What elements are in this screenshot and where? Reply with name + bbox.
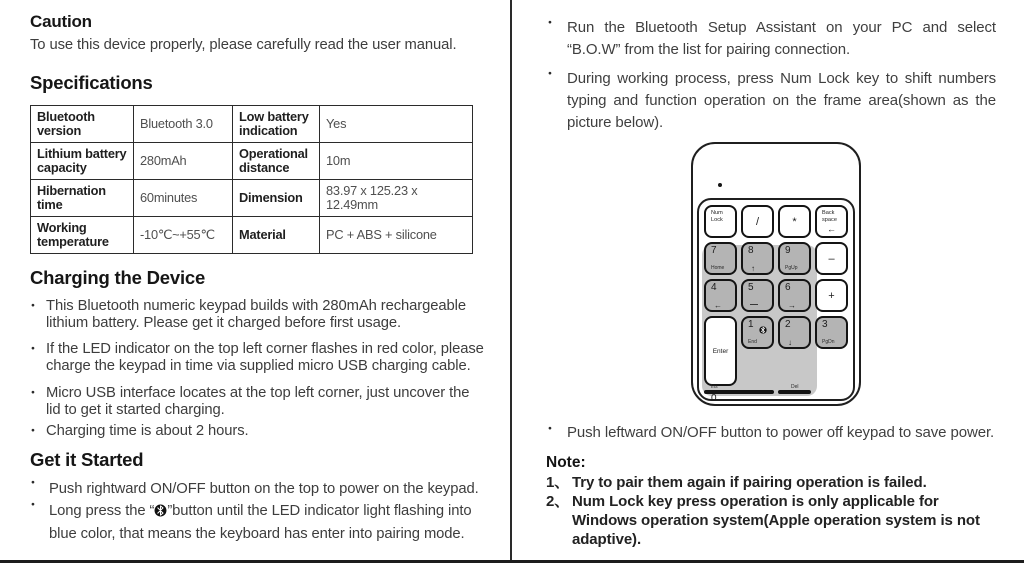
key-dot: . Del bbox=[778, 390, 811, 394]
spec-label: Low battery indication bbox=[233, 106, 320, 143]
spec-value: 280mAh bbox=[134, 143, 233, 180]
key-minus: – bbox=[815, 242, 848, 275]
spec-label: Material bbox=[233, 217, 320, 254]
caution-heading: Caution bbox=[30, 12, 92, 31]
list-item: ● This Bluetooth numeric keypad builds with 280mAh rechargeable lithium battery. Please get it charged before first usage. bbox=[30, 298, 484, 332]
key-7: 7 Home bbox=[704, 242, 737, 275]
key-multiply: * bbox=[778, 205, 811, 238]
home-bar-mark: — bbox=[750, 300, 758, 310]
table-row bbox=[31, 143, 473, 180]
spec-label: Working temperature bbox=[31, 217, 134, 254]
list-item bbox=[30, 501, 484, 545]
spec-label: Lithium battery capacity bbox=[31, 143, 134, 180]
spec-value: 10m bbox=[320, 143, 473, 180]
key-9: 9 PgUp bbox=[778, 242, 811, 275]
key-8: 8 ↑ bbox=[741, 242, 774, 275]
bluetooth-icon bbox=[759, 321, 767, 339]
backspace-arrow-icon: ← bbox=[827, 224, 836, 235]
note-number: 2、 bbox=[546, 493, 570, 511]
right-arrow-icon: → bbox=[788, 301, 796, 311]
note-item-2 bbox=[546, 493, 996, 550]
led-indicator-dot bbox=[718, 183, 722, 187]
key-1: 1 End bbox=[741, 316, 774, 349]
key-3: 3 PgDn bbox=[815, 316, 848, 349]
table-row bbox=[31, 180, 473, 217]
list-item: ● If the LED indicator on the top left corner flashes in red color, please charge the keypad in time via supplied micro USB charging cable. bbox=[30, 341, 484, 375]
key-6: 6 → bbox=[778, 279, 811, 312]
note-number: 1、 bbox=[546, 474, 570, 492]
left-column bbox=[0, 0, 512, 560]
get-started-list bbox=[30, 479, 484, 545]
note-text: Num Lock key press operation is only applicable for Windows operation system(Apple operation system is not adaptive). bbox=[572, 493, 980, 549]
key-4: 4 ← bbox=[704, 279, 737, 312]
charging-heading: Charging the Device bbox=[30, 267, 206, 288]
keypad-body bbox=[697, 198, 855, 405]
get-started-heading: Get it Started bbox=[30, 449, 144, 471]
key-grid bbox=[704, 205, 848, 405]
spec-value: Bluetooth 3.0 bbox=[134, 106, 233, 143]
key-backspace bbox=[815, 205, 848, 238]
left-arrow-icon: ← bbox=[714, 301, 722, 311]
spec-value: PC + ABS + silicone bbox=[320, 217, 473, 254]
bullet-text-pre: Long press the “ bbox=[49, 503, 155, 520]
key-5: 5 — bbox=[741, 279, 774, 312]
bullet-text-post: ”button until the LED indicator light flashing into blue color, that means the keyboard has enter into pairing mode. bbox=[49, 503, 472, 543]
spec-label: Bluetooth version bbox=[31, 106, 134, 143]
power-off-bullet: ● Push leftward ON/OFF button to power off keypad to save power. bbox=[546, 424, 996, 441]
list-item: ● Micro USB interface locates at the top left corner, just uncover the lid to get it started charging. bbox=[30, 385, 484, 419]
note-heading: Note: bbox=[546, 454, 586, 472]
key-0: 0 Ins bbox=[704, 390, 774, 394]
key-label: Lock bbox=[711, 217, 723, 224]
charging-list bbox=[30, 298, 484, 440]
note-item-1 bbox=[546, 474, 996, 493]
spec-value: 60minutes bbox=[134, 180, 233, 217]
key-divide: / bbox=[741, 205, 774, 238]
caution-body: To use this device properly, please carefully read the user manual. bbox=[30, 37, 457, 53]
list-item: ● Run the Bluetooth Setup Assistant on your PC and select “B.O.W” from the list for pairing connection. bbox=[546, 17, 996, 61]
key-num-lock bbox=[704, 205, 737, 238]
table-row bbox=[31, 217, 473, 254]
spec-value: -10℃~+55℃ bbox=[134, 217, 233, 254]
spec-value: 83.97 x 125.23 x 12.49mm bbox=[320, 180, 473, 217]
spec-label: Operational distance bbox=[233, 143, 320, 180]
key-enter: Enter bbox=[704, 316, 737, 386]
list-item: ● Charging time is about 2 hours. bbox=[30, 423, 484, 440]
list-item: ● Push rightward ON/OFF button on the top to power on the keypad. bbox=[30, 479, 484, 500]
specifications-heading: Specifications bbox=[30, 72, 153, 93]
up-arrow-icon: ↑ bbox=[751, 264, 755, 274]
right-column bbox=[512, 0, 1024, 560]
spec-label: Dimension bbox=[233, 180, 320, 217]
note-text: Try to pair them again if pairing operation is failed. bbox=[572, 474, 927, 492]
key-label: Num bbox=[711, 210, 723, 217]
key-2: 2 ↓ bbox=[778, 316, 811, 349]
down-arrow-icon: ↓ bbox=[788, 338, 792, 348]
table-row bbox=[31, 106, 473, 143]
spec-label: Hibernation time bbox=[31, 180, 134, 217]
keypad-diagram bbox=[691, 142, 861, 406]
spec-value: Yes bbox=[320, 106, 473, 143]
list-item: ● During working process, press Num Lock key to shift numbers typing and function operation on the frame area(shown as the picture below). bbox=[546, 68, 996, 134]
specifications-table bbox=[30, 105, 473, 254]
key-plus: + bbox=[815, 279, 848, 312]
bluetooth-icon bbox=[154, 503, 167, 524]
key-label: Back bbox=[822, 210, 835, 217]
pairing-list bbox=[546, 17, 996, 133]
key-label: space bbox=[822, 217, 837, 224]
